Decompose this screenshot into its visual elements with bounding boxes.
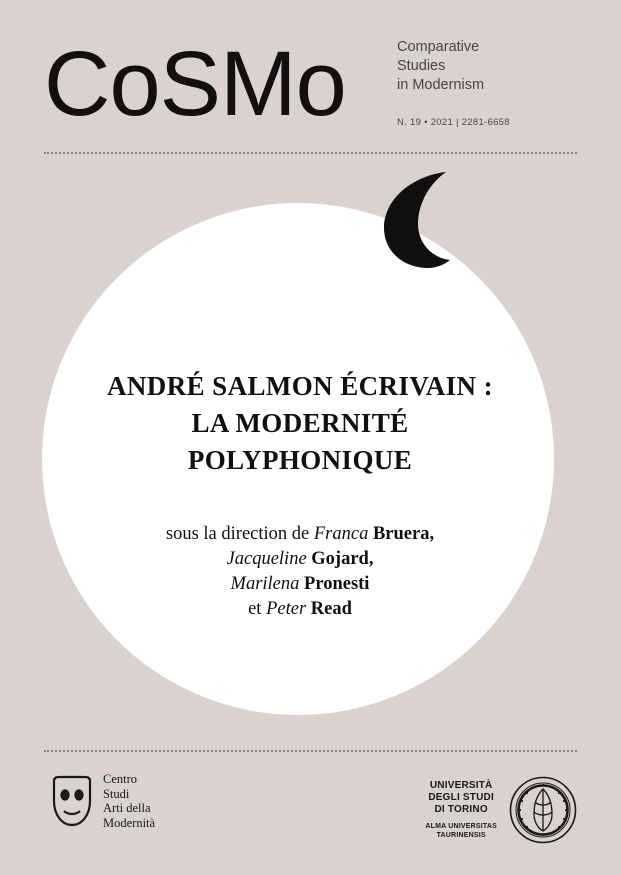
masthead [44,30,577,140]
editor-3-last: Pronesti [304,574,370,594]
journal-subtitle-line-1: Comparative [397,39,480,55]
journal-subtitle [397,38,577,95]
unito-sub [425,822,497,840]
cover-title [60,368,540,479]
editor-4-conjunction: et [248,599,267,619]
unito-sub-line-1: ALMA UNIVERSITAS [425,823,497,830]
editors-lead: sous la direction de [165,524,310,544]
centro-studi-text [103,772,155,830]
unito-seal-icon [509,776,577,844]
title-line-3: POLYPHONIQUE [187,445,413,475]
editors-block [60,522,540,622]
footer [44,770,577,860]
divider-bottom [44,750,577,753]
centro-line-3: Arti della [103,801,151,815]
centro-line-4: Modernità [103,815,156,830]
journal-subtitle-line-3: in Modernism [397,77,485,93]
editor-2-first: Jacqueline [226,549,307,569]
editor-2-last: Gojard, [311,549,374,569]
journal-meta [397,38,577,128]
journal-subtitle-line-2: Studies [397,58,446,74]
centro-line-1: Centro [103,772,138,786]
issue-line: N. 19 • 2021 | 2281-6658 [397,117,510,128]
editor-1-last: Bruera, [372,524,435,544]
editor-4-first: Peter [266,599,307,619]
unito-main-line-1: UNIVERSITÀ [429,780,493,791]
centro-line-2: Studi [103,786,130,801]
title-line-2: LA MODERNITÉ [191,408,409,438]
centro-studi-logo [50,772,155,830]
unito-main-line-2: DEGLI STUDI [428,792,494,803]
journal-logo: CoSMo [44,33,346,135]
theatre-mask-icon [50,775,94,827]
title-line-1: ANDRÉ SALMON ÉCRIVAIN : [107,371,493,401]
unito-sub-line-2: TAURINENSIS [436,832,486,839]
unito-text [425,780,497,840]
editors-line-1 [60,522,540,547]
unito-logo [425,776,577,844]
editor-3-first: Marilena [230,574,300,594]
editors-line-2 [60,547,540,572]
unito-main-line-3: DI TORINO [434,804,488,815]
crescent-moon-icon [378,170,468,270]
editors-line-3 [60,572,540,597]
divider-top [44,152,577,155]
editors-line-4 [60,597,540,622]
editor-4-last: Read [310,599,352,619]
unito-main [425,780,497,816]
editor-1-first: Franca [313,524,369,544]
